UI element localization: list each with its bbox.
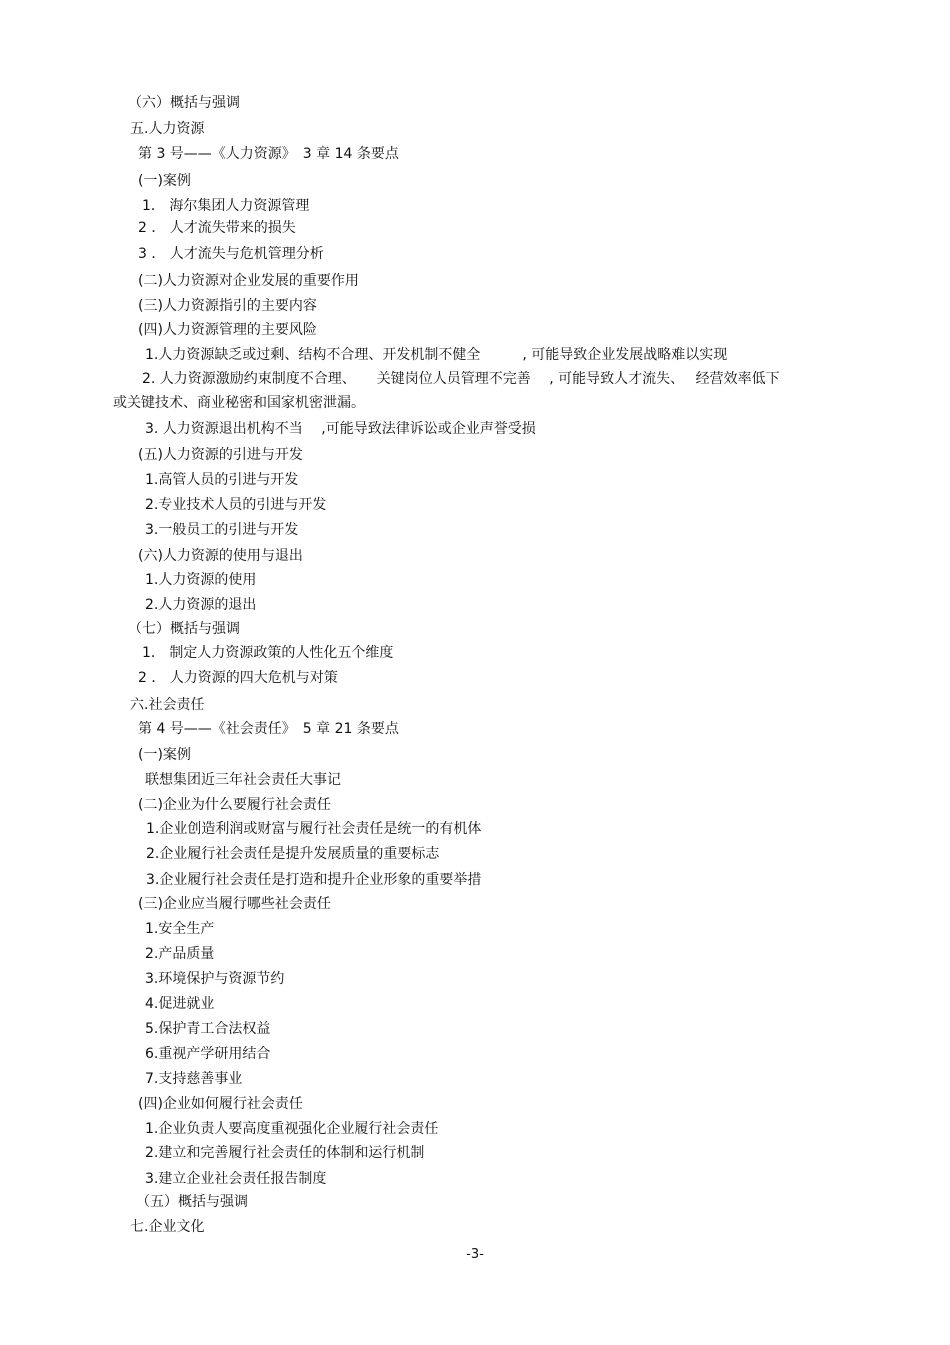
list-item: 1.人力资源的使用 — [145, 572, 257, 588]
list-item: 1.高管人员的引进与开发 — [145, 472, 299, 488]
list-item: 3. 人力资源退出机构不当 ,可能导致法律诉讼或企业声誉受损 — [145, 421, 536, 437]
subheading: (三)人力资源指引的主要内容 — [138, 298, 317, 314]
subheading: (二)企业为什么要履行社会责任 — [138, 797, 331, 813]
subheading: (四)人力资源管理的主要风险 — [138, 322, 317, 338]
heading-overview-7: （七）概括与强调 — [128, 621, 240, 637]
list-item: 7.支持慈善事业 — [145, 1071, 243, 1087]
heading-overview-5: （五）概括与强调 — [136, 1194, 248, 1210]
subheading: (二)人力资源对企业发展的重要作用 — [138, 273, 359, 289]
subheading: (五)人力资源的引进与开发 — [138, 447, 303, 463]
list-item: 3.一般员工的引进与开发 — [145, 522, 299, 538]
subheading: (三)企业应当履行哪些社会责任 — [138, 896, 331, 912]
list-item: 3 ． 人才流失与危机管理分析 — [138, 246, 324, 262]
guideline-title-no3: 第 3 号——《人力资源》 3 章 14 条要点 — [138, 146, 399, 162]
list-item: 2.企业履行社会责任是提升发展质量的重要标志 — [146, 846, 440, 862]
list-item-continuation: 或关键技术、商业秘密和国家机密泄漏。 — [113, 395, 365, 411]
list-item: 1.企业负责人要高度重视强化企业履行社会责任 — [145, 1121, 439, 1137]
list-item: 2 ． 人力资源的四大危机与对策 — [138, 670, 338, 686]
heading-overview-6: （六）概括与强调 — [128, 95, 240, 111]
list-item: 4.促进就业 — [145, 996, 215, 1012]
subheading-case: (一)案例 — [138, 747, 191, 763]
subheading-case: (一)案例 — [138, 173, 191, 189]
list-item: 1.安全生产 — [145, 921, 215, 937]
subheading: (四)企业如何履行社会责任 — [138, 1096, 303, 1112]
guideline-title-no4: 第 4 号——《社会责任》 5 章 21 条要点 — [138, 721, 399, 737]
list-item: 3.环境保护与资源节约 — [145, 971, 285, 987]
list-item: 联想集团近三年社会责任大事记 — [145, 772, 341, 788]
list-item: 1． 制定人力资源政策的人性化五个维度 — [142, 645, 394, 661]
list-item: 2.人力资源的退出 — [145, 597, 257, 613]
page-number: -3- — [466, 1247, 484, 1262]
section-heading-social-responsibility: 六.社会责任 — [130, 697, 205, 713]
section-heading-human-resources: 五.人力资源 — [130, 121, 205, 137]
list-item: 2.产品质量 — [145, 946, 215, 962]
section-heading-corporate-culture: 七.企业文化 — [130, 1219, 205, 1235]
list-item: 3.企业履行社会责任是打造和提升企业形象的重要举措 — [146, 872, 482, 888]
list-item: 5.保护青工合法权益 — [145, 1021, 271, 1037]
list-item: 2. 人力资源激励约束制度不合理、 关键岗位人员管理不完善 , 可能导致人才流失、 经营效率低下 — [142, 371, 780, 387]
list-item: 1． 海尔集团人力资源管理 — [142, 198, 310, 214]
list-item: 1.企业创造利润或财富与履行社会责任是统一的有机体 — [146, 821, 482, 837]
list-item: 3.建立企业社会责任报告制度 — [145, 1171, 327, 1187]
subheading: (六)人力资源的使用与退出 — [138, 548, 303, 564]
list-item: 1.人力资源缺乏或过剩、结构不合理、开发机制不健全 , 可能导致企业发展战略难以实现 — [145, 347, 728, 363]
list-item: 2.专业技术人员的引进与开发 — [145, 497, 327, 513]
list-item: 2 ． 人才流失带来的损失 — [138, 220, 296, 236]
list-item: 6.重视产学研用结合 — [145, 1046, 271, 1062]
list-item: 2.建立和完善履行社会责任的体制和运行机制 — [145, 1145, 425, 1161]
